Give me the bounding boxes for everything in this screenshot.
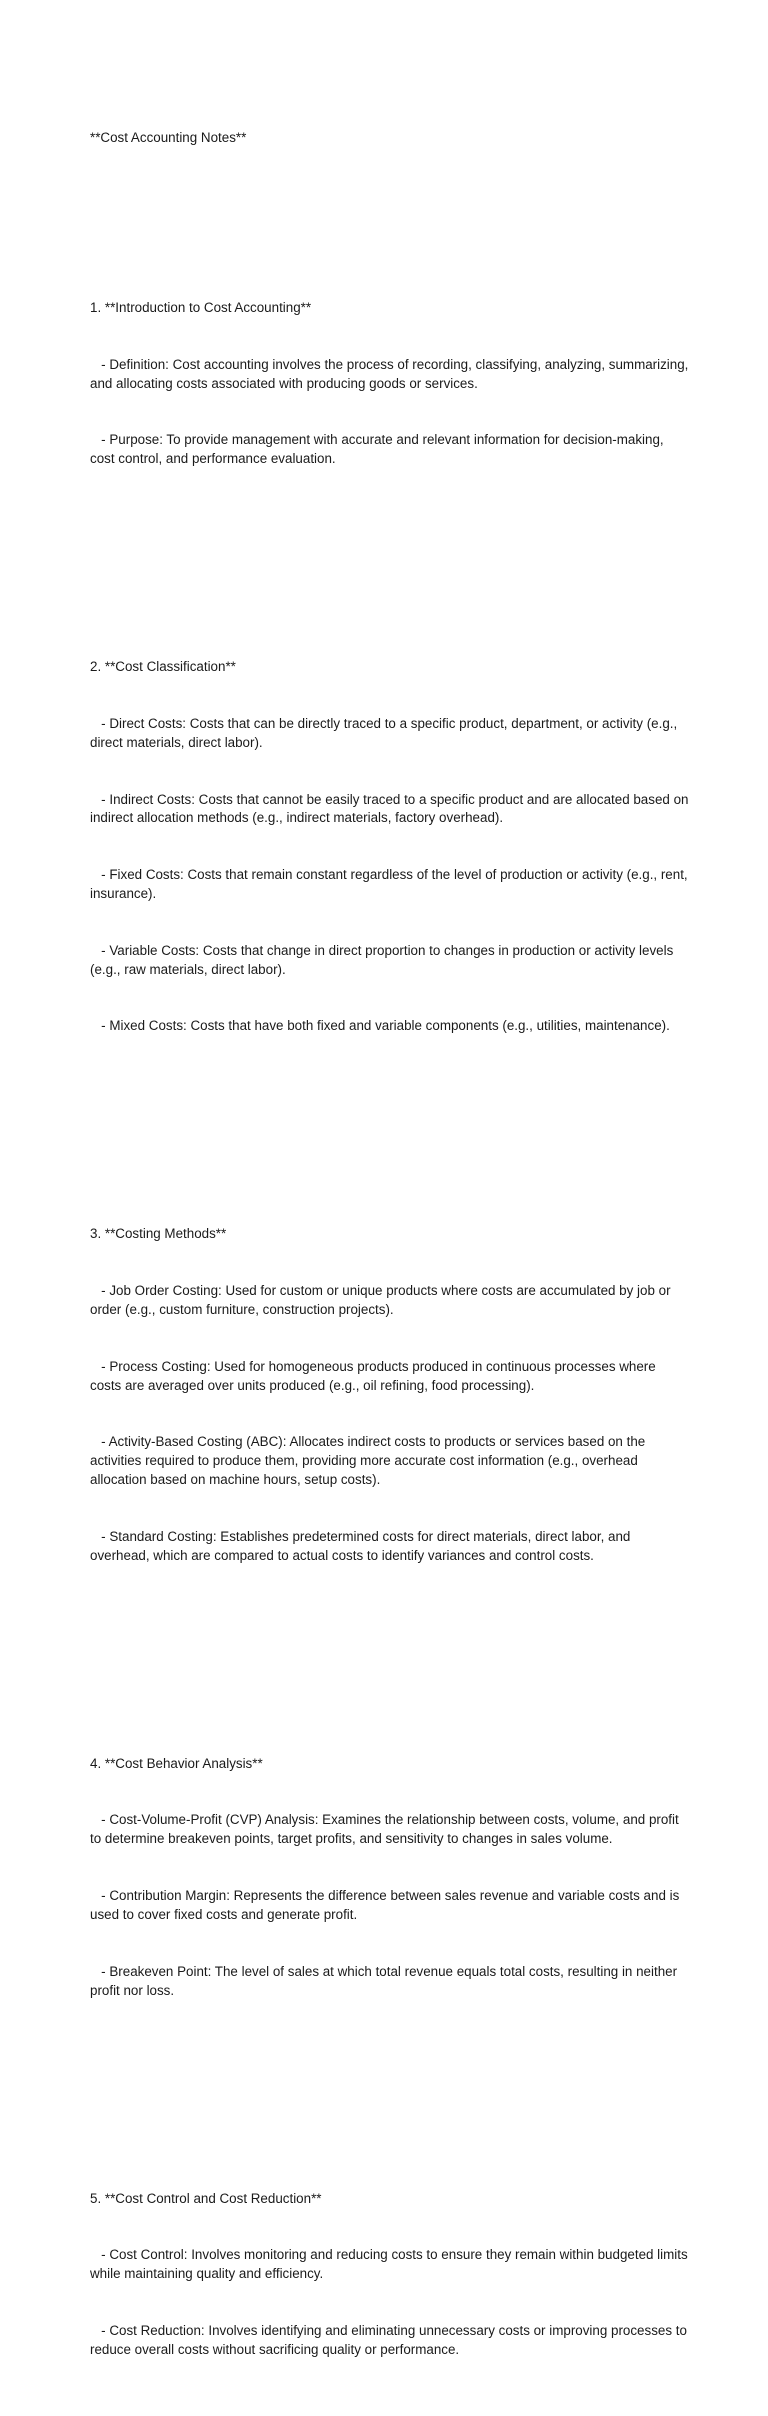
section-item-purpose: - Purpose: To provide management with accurate and relevant information for decision-making, cost control, and performance evaluation. — [90, 432, 668, 467]
spacer — [90, 2076, 690, 2095]
section-item-fixed-costs: - Fixed Costs: Costs that remain constant regardless of the level of production or activity (e.g., rent, insurance). — [90, 867, 692, 902]
section-item-variable-costs: - Variable Costs: Costs that change in direct proportion to changes in production or activity levels (e.g., raw materials, direct labor). — [90, 942, 678, 977]
section-item-process-costing: - Process Costing: Used for homogeneous products produced in continuous processes where costs are averaged over units produced (e.g., oil refining, food processing). — [90, 1358, 660, 1393]
section-heading: 1. **Introduction to Cost Accounting** — [90, 299, 312, 315]
section-item-cvp-analysis: - Cost-Volume-Profit (CVP) Analysis: Examines the relationship between costs, volume, and profit to determine breakeven points, target profits, and sensitivity to changes in sales volume. — [90, 1812, 683, 1847]
section-item-breakeven-point: - Breakeven Point: The level of sales at which total revenue equals total costs, resulting in neither profit nor loss. — [90, 1963, 681, 1998]
section-introduction — [90, 261, 693, 507]
section-item-job-order-costing: - Job Order Costing: Used for custom or unique products where costs are accumulated by job or order (e.g., custom furniture, construction projects). — [90, 1283, 675, 1317]
section-item-standard-costing: - Standard Costing: Establishes predetermined costs for direct materials, direct labor, and overhead, which are compared to actual costs to identify variances and control costs. — [90, 1528, 635, 1563]
document-title: **Cost Accounting Notes** — [90, 129, 247, 145]
section-item-contribution-margin: - Contribution Margin: Represents the difference between sales revenue and variable costs and is used to cover fixed costs and generate profit. — [90, 1888, 684, 1922]
section-item-activity-based-costing: - Activity-Based Costing (ABC): Allocates indirect costs to products or services based on the activities required to produce them, providing more accurate cost information (e.g., overhead allocation based on machine hours, setup costs). — [90, 1434, 649, 1488]
section-heading: 4. **Cost Behavior Analysis** — [90, 1755, 263, 1771]
section-heading: 2. **Cost Classification** — [90, 659, 236, 675]
section-heading: 3. **Costing Methods** — [90, 1226, 227, 1242]
section-item-cost-reduction: - Cost Reduction: Involves identifying and eliminating unnecessary costs or improving processes to reduce overall costs without sacrificing quality or performance. — [90, 2322, 691, 2357]
section-item-mixed-costs: - Mixed Costs: Costs that have both fixed and variable components (e.g., utilities, maintenance). — [90, 1018, 670, 1034]
document-page — [90, 91, 693, 2416]
spacer — [90, 545, 690, 564]
section-costing-methods — [90, 1188, 690, 1604]
section-item-cost-control: - Cost Control: Involves monitoring and reducing costs to ensure they remain within budgeted limits while maintaining quality and efficiency. — [90, 2247, 692, 2282]
spacer — [90, 1641, 690, 1660]
section-item-definition: - Definition: Cost accounting involves the process of recording, classifying, analyzing, summarizing, and allocating costs associated with producing goods or services. — [90, 356, 693, 391]
section-cost-classification — [90, 620, 693, 1074]
spacer — [90, 1112, 690, 1131]
spacer — [90, 186, 690, 205]
section-heading: 5. **Cost Control and Cost Reduction** — [90, 2190, 322, 2206]
section-item-indirect-costs: - Indirect Costs: Costs that cannot be easily traced to a specific product and are allocated based on indirect allocation methods (e.g., indirect materials, factory overhead). — [90, 791, 693, 826]
section-item-direct-costs: - Direct Costs: Costs that can be directly traced to a specific product, department, or activity (e.g., direct materials, direct labor). — [90, 715, 681, 750]
section-cost-control — [90, 2152, 690, 2398]
section-cost-behavior-analysis — [90, 1717, 690, 2038]
